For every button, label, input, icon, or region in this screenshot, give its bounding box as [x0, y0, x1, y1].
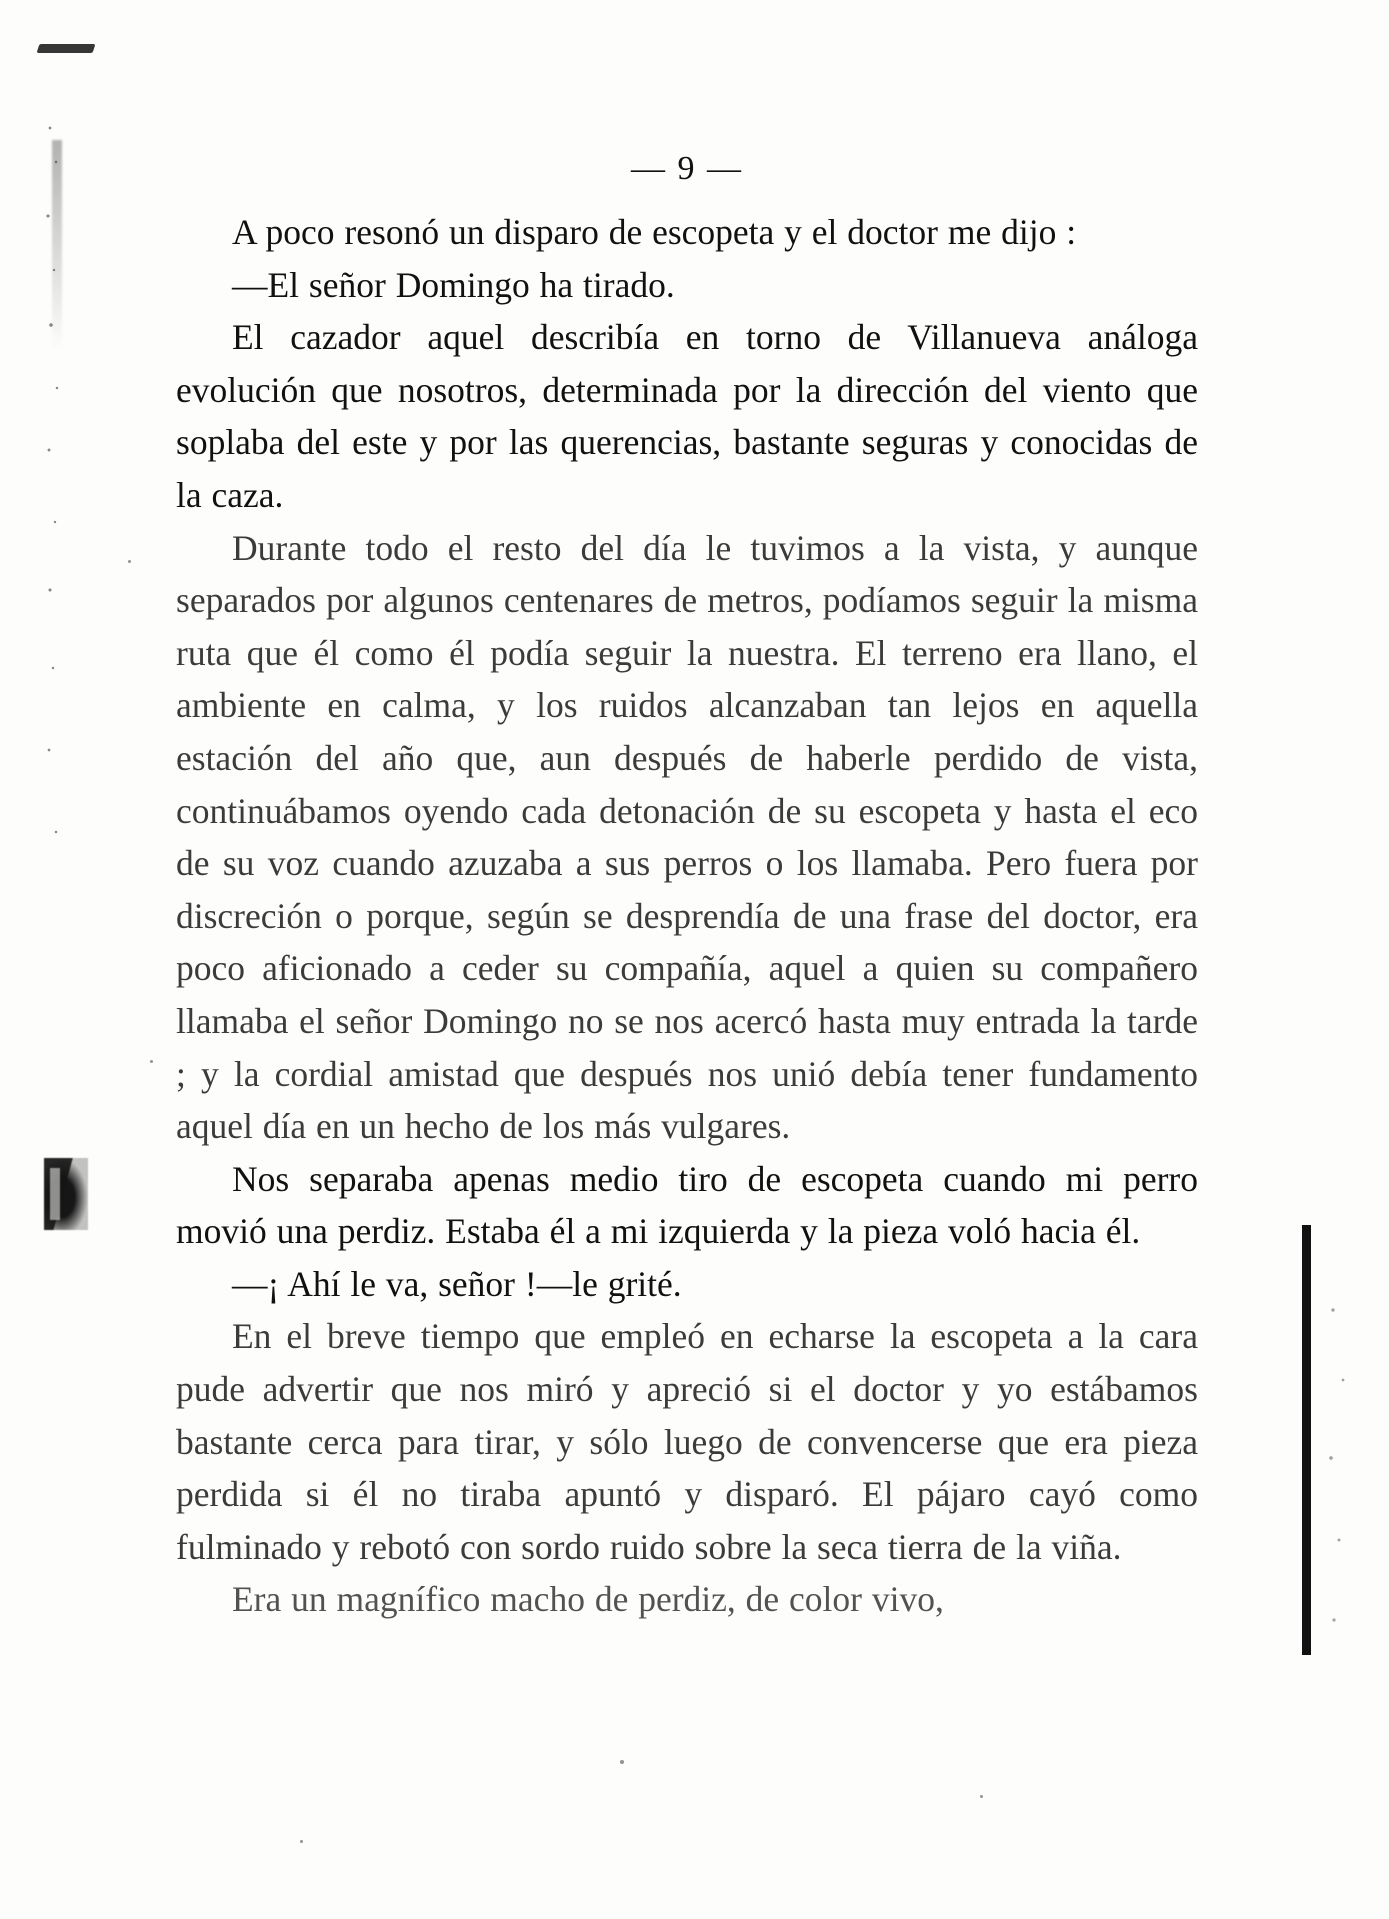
- page-edge-black-bar: [1302, 1225, 1311, 1655]
- right-margin-speckle-artifact: [1325, 1290, 1351, 1670]
- paragraph: El cazador aquel describía en torno de Villanueva análoga evolución que nosotros, determinada por la dirección del viento que soplaba del este y por las querencias, bastante seguras y conocidas de la caza.: [176, 317, 1198, 515]
- paragraph: A poco resonó un disparo de escopeta y el doctor me dijo :: [232, 212, 1077, 252]
- dust-speck: [150, 1060, 153, 1063]
- paragraph: —El señor Domingo ha tirado.: [232, 264, 675, 305]
- ink-blot-artifact: [44, 1158, 88, 1230]
- paragraph: Era un magnífico macho de perdiz, de color vivo,: [232, 1579, 944, 1620]
- page-number: — 9 —: [631, 150, 743, 187]
- dust-speck: [620, 1760, 624, 1764]
- dust-speck: [300, 1840, 303, 1843]
- paragraph: En el breve tiempo que empleó en echarse la escopeta a la cara pude advertir que nos miró y apreció si el doctor y yo estábamos bastante cerca para tirar, y sólo luego de convencerse que era pieza perdida si él no tiraba apuntó y disparó. El pájaro cayó como fulminado y rebotó con sordo ruido sobre la seca tierra de la viña.: [176, 1316, 1198, 1567]
- ink-smudge-mark-icon: [37, 44, 96, 53]
- paragraph: —¡ Ahí le va, señor !—le grité.: [232, 1263, 682, 1304]
- dust-speck: [128, 560, 131, 563]
- dust-speck: [980, 1795, 983, 1798]
- page-text-body: [176, 150, 1198, 1626]
- paragraph: Durante todo el resto del día le tuvimos a la vista, y aunque separados por algunos centenares de metros, podíamos seguir la misma ruta que él como él podía seguir la nuestra. El terreno era llano, el ambiente en calma, y los ruidos alcanzaban tan lejos en aquella estación del año que, aun después de haberle perdido de vista, continuábamos oyendo cada detonación de su escopeta y hasta el eco de su voz cuando azuzaba a sus perros o los llamaba. Pero fuera por discreción o porque, según se desprendía de una frase del doctor, era poco aficionado a ceder su compañía, aquel a quien su compañero llamaba el señor Domingo no se nos acercó hasta muy entrada la tarde ; y la cordial amistad que después nos unió debía tener fundamento aquel día en un hecho de los más vulgares.: [176, 527, 1198, 1147]
- paragraph: Nos separaba apenas medio tiro de escopeta cuando mi perro movió una perdiz. Estaba él a mi izquierda y la pieza voló hacia él.: [176, 1158, 1198, 1252]
- scan-edge-shadow: [52, 140, 62, 440]
